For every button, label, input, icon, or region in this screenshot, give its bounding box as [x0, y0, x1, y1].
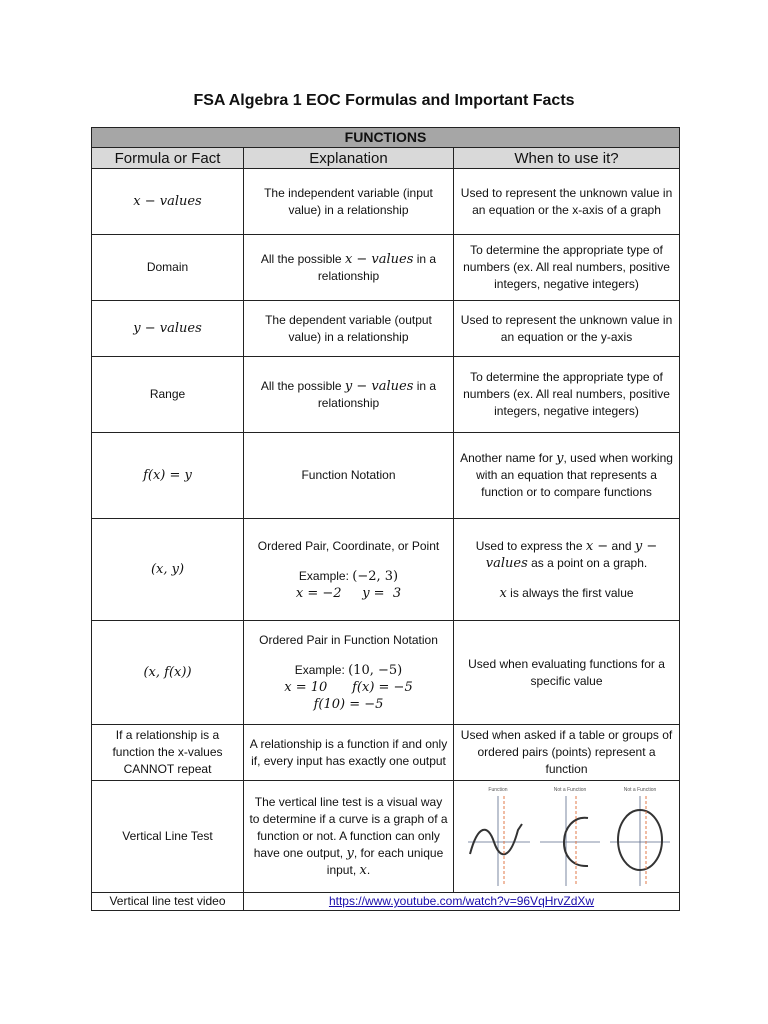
- not-function-graph: [540, 787, 600, 886]
- explanation-text: All the possible: [260, 251, 345, 266]
- when-math: x −: [585, 538, 609, 554]
- explanation-math: y: [346, 846, 354, 861]
- explanation-text: Ordered Pair, Coordinate, or Point: [257, 538, 440, 553]
- graph-label: Not a Function: [553, 786, 586, 793]
- example-math: (10, −5): [348, 663, 403, 678]
- formula-cell: (x, f(x)): [143, 665, 192, 680]
- header-formula: Formula or Fact: [92, 148, 244, 169]
- example-values: x = −2 y = 3: [295, 585, 402, 601]
- formula-cell: Vertical line test video: [92, 893, 244, 911]
- explanation-text: All the possible: [260, 378, 345, 393]
- explanation-cell: [244, 781, 454, 893]
- explanation-text: in a relationship: [317, 251, 437, 283]
- explanation-cell: The independent variable (input value) in a relationship: [244, 169, 454, 235]
- sine-curve: [470, 824, 522, 854]
- formula-cell: If a relationship is a function the x-values CANNOT repeat: [92, 725, 244, 781]
- explanation-cell: [244, 235, 454, 301]
- explanation-cell: [244, 621, 454, 725]
- header-explanation: Explanation: [244, 148, 454, 169]
- table-row: [92, 169, 680, 235]
- example-values: f(10) = −5: [313, 697, 384, 712]
- function-graph: [468, 787, 530, 886]
- formula-cell: x − values: [133, 194, 202, 209]
- header-when: When to use it?: [454, 148, 680, 169]
- example-values: x = 10 f(x) = −5: [284, 680, 413, 695]
- table-row: [92, 357, 680, 433]
- when-cell: [454, 433, 680, 519]
- example-label: Example:: [294, 663, 349, 677]
- explanation-cell: [244, 519, 454, 621]
- explanation-text: in a relationship: [317, 378, 437, 410]
- when-cell: To determine the appropriate type of numbers (ex. All real numbers, positive integers, negative integers): [454, 357, 680, 433]
- table-row: [92, 519, 680, 621]
- formula-cell: f(x) = y: [143, 468, 192, 483]
- page-title: FSA Algebra 1 EOC Formulas and Important Facts: [193, 92, 575, 109]
- explanation-math: y − values: [344, 378, 414, 394]
- when-cell: [454, 519, 680, 621]
- when-cell: Used to represent the unknown value in an equation or the y-axis: [454, 301, 680, 357]
- example-line: [249, 662, 448, 679]
- explanation-text: , for each unique input,: [326, 846, 444, 877]
- table-row: [92, 301, 680, 357]
- when-text: is always the first value: [506, 585, 634, 600]
- when-cell: Used when asked if a table or groups of ordered pairs (points) represent a function: [454, 725, 680, 781]
- formula-cell: y − values: [133, 321, 202, 336]
- table-row: [92, 725, 680, 781]
- when-text: Used to express the: [475, 538, 586, 553]
- formula-cell: Domain: [92, 235, 244, 301]
- when-text: , used when working with an equation that represents a function or to compare functions: [476, 451, 673, 499]
- when-cell: Used to represent the unknown value in an equation or the x-axis of a graph: [454, 169, 680, 235]
- table-row: [92, 893, 680, 911]
- youtube-link[interactable]: https://www.youtube.com/watch?v=96VqHrvZdXw: [328, 894, 595, 908]
- when-math: y −: [634, 538, 658, 554]
- explanation-cell: Function Notation: [244, 433, 454, 519]
- explanation-text: The vertical line test is a visual way to determine if a curve is a graph of a function or not. A function can only have one output,: [249, 795, 448, 860]
- explanation-text: .: [366, 863, 371, 877]
- link-cell: [244, 893, 680, 911]
- formula-cell: Vertical Line Test: [92, 781, 244, 893]
- explanation-cell: The dependent variable (output value) in a relationship: [244, 301, 454, 357]
- graph-label: Not a Function: [623, 786, 656, 793]
- when-text: Another name for: [460, 451, 557, 465]
- table-row: [92, 433, 680, 519]
- explanation-math: x − values: [344, 251, 414, 267]
- when-text: and: [608, 538, 635, 553]
- example-line: [249, 568, 448, 585]
- example-label: Example:: [298, 568, 353, 583]
- functions-table: [91, 127, 680, 911]
- when-cell: Used when evaluating functions for a specific value: [454, 621, 680, 725]
- when-text: as a point on a graph.: [527, 555, 648, 570]
- vertical-line-test-graphs: [454, 781, 680, 893]
- when-math: values: [485, 555, 528, 571]
- graph-label: Function: [487, 786, 508, 793]
- explanation-math: x: [359, 863, 367, 878]
- when-cell: To determine the appropriate type of numbers (ex. All real numbers, positive integers, negative integers): [454, 235, 680, 301]
- when-math: x: [499, 585, 507, 601]
- explanation-cell: [244, 357, 454, 433]
- formula-cell: Range: [92, 357, 244, 433]
- when-line: [459, 538, 674, 555]
- circle-graph: [610, 787, 670, 886]
- example-math: (−2, 3): [352, 568, 399, 584]
- formula-cell: (x, y): [150, 562, 185, 577]
- when-note: [459, 585, 674, 602]
- section-title: FUNCTIONS: [92, 128, 680, 148]
- vertical-line-test-image: [460, 784, 674, 890]
- when-math: y: [556, 451, 564, 466]
- when-line: [459, 555, 674, 572]
- table-row: [92, 621, 680, 725]
- explanation-text: Ordered Pair in Function Notation: [259, 633, 438, 647]
- explanation-cell: A relationship is a function if and only if, every input has exactly one output: [244, 725, 454, 781]
- table-row: [92, 235, 680, 301]
- table-row: [92, 781, 680, 893]
